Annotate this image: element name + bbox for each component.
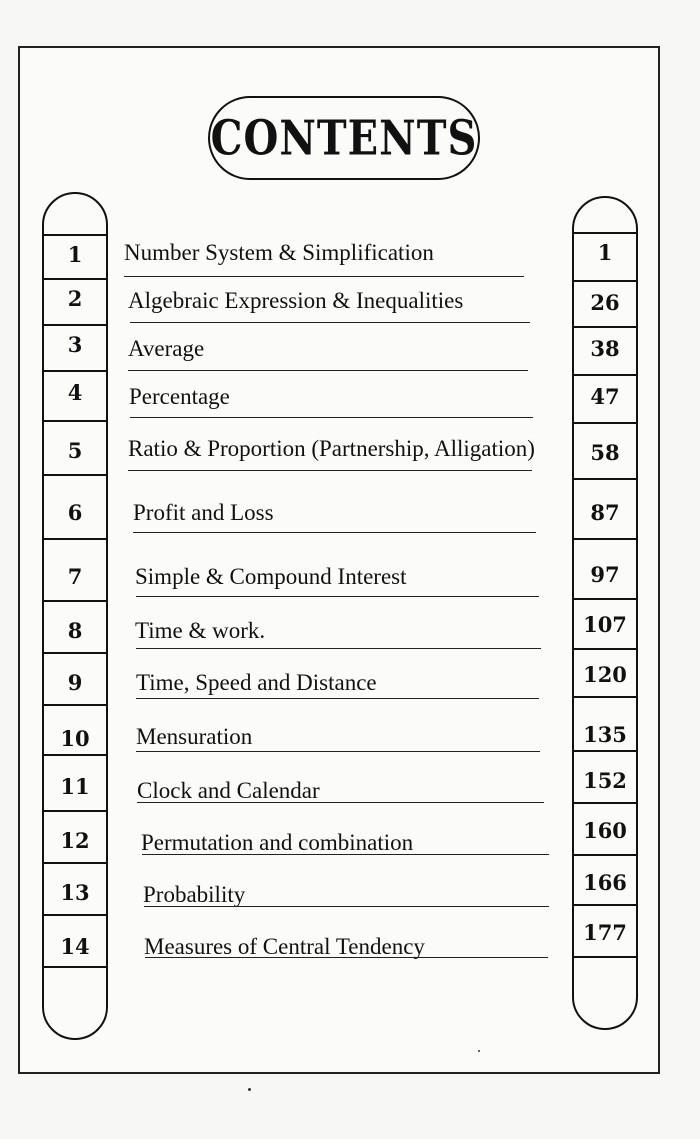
chapter-underline (128, 470, 532, 471)
chapter-underline (130, 417, 533, 418)
chapter-number: 3 (67, 332, 83, 357)
chapter-page-number: 166 (583, 870, 627, 895)
page-number-column (572, 196, 638, 1030)
page-cell-divider (574, 280, 636, 282)
number-cell-divider (44, 914, 106, 916)
page-frame (18, 46, 660, 1074)
page-cell-divider (574, 478, 636, 480)
chapter-page-number: 177 (583, 920, 627, 945)
chapter-title: Number System & Simplification (124, 240, 434, 265)
chapter-title: Percentage (129, 384, 230, 409)
chapter-number: 9 (67, 670, 83, 695)
chapter-page-number: 135 (583, 722, 627, 747)
page-cell-divider (574, 750, 636, 752)
chapter-underline (137, 802, 544, 803)
chapter-number: 4 (67, 380, 83, 405)
chapter-title: Permutation and combination (141, 830, 414, 855)
number-cell-divider (44, 704, 106, 706)
chapter-title: Profit and Loss (133, 500, 274, 525)
chapter-underline (136, 648, 541, 649)
chapter-page-number: 1 (597, 240, 613, 265)
number-cell-divider (44, 234, 106, 236)
chapter-number: 13 (60, 880, 90, 905)
chapter-title: Measures of Central Tendency (144, 934, 425, 959)
chapter-number-column (42, 192, 108, 1040)
number-cell-divider (44, 966, 106, 968)
chapter-title: Ratio & Proportion (Partnership, Alligation) (128, 436, 535, 461)
chapter-page-number: 152 (583, 768, 627, 793)
print-speck (248, 1088, 251, 1091)
chapter-underline (145, 957, 548, 958)
page-cell-divider (574, 232, 636, 234)
number-cell-divider (44, 370, 106, 372)
chapter-page-number: 107 (583, 612, 627, 637)
number-cell-divider (44, 420, 106, 422)
number-cell-divider (44, 810, 106, 812)
chapter-underline (128, 370, 528, 371)
chapter-title: Simple & Compound Interest (135, 564, 407, 589)
chapter-title: Time, Speed and Distance (136, 670, 377, 695)
page-cell-divider (574, 648, 636, 650)
page-cell-divider (574, 374, 636, 376)
chapter-title: Probability (143, 882, 246, 907)
contents-title-box (208, 96, 480, 180)
chapter-underline (142, 854, 549, 855)
chapter-underline (130, 322, 530, 323)
chapter-number: 1 (67, 242, 83, 267)
chapter-page-number: 120 (583, 662, 627, 687)
page-cell-divider (574, 854, 636, 856)
page-cell-divider (574, 598, 636, 600)
chapter-number: 12 (60, 828, 90, 853)
chapter-number: 7 (67, 564, 83, 589)
number-cell-divider (44, 538, 106, 540)
chapter-page-number: 26 (590, 290, 620, 315)
contents-title: CONTENTS (210, 109, 478, 167)
chapter-number: 10 (60, 726, 90, 751)
page-cell-divider (574, 696, 636, 698)
number-cell-divider (44, 754, 106, 756)
chapter-page-number: 97 (590, 562, 620, 587)
number-cell-divider (44, 862, 106, 864)
chapter-page-number: 47 (590, 384, 620, 409)
chapter-page-number: 58 (590, 440, 620, 465)
chapter-underline (133, 532, 536, 533)
number-cell-divider (44, 652, 106, 654)
chapter-number: 11 (60, 774, 90, 799)
number-cell-divider (44, 324, 106, 326)
chapter-title: Clock and Calendar (137, 778, 320, 803)
chapter-number: 14 (60, 934, 90, 959)
chapter-underline (136, 751, 540, 752)
page-cell-divider (574, 956, 636, 958)
chapter-page-number: 38 (590, 336, 620, 361)
chapter-number: 6 (67, 500, 83, 525)
chapter-number: 5 (67, 438, 83, 463)
number-cell-divider (44, 600, 106, 602)
chapter-number: 2 (67, 286, 83, 311)
chapter-number: 8 (67, 618, 83, 643)
chapter-underline (136, 698, 539, 699)
number-cell-divider (44, 474, 106, 476)
chapter-title: Average (128, 336, 205, 361)
chapter-underline (124, 276, 524, 277)
page-cell-divider (574, 904, 636, 906)
chapter-underline (144, 906, 549, 907)
page-cell-divider (574, 538, 636, 540)
chapter-page-number: 160 (583, 818, 627, 843)
print-speck (478, 1050, 480, 1052)
page-cell-divider (574, 326, 636, 328)
page-cell-divider (574, 422, 636, 424)
number-cell-divider (44, 278, 106, 280)
chapter-title: Time & work. (135, 618, 266, 643)
page-cell-divider (574, 802, 636, 804)
chapter-title: Mensuration (136, 724, 253, 749)
chapter-underline (136, 596, 539, 597)
chapter-page-number: 87 (590, 500, 620, 525)
chapter-title: Algebraic Expression & Inequalities (128, 288, 464, 313)
